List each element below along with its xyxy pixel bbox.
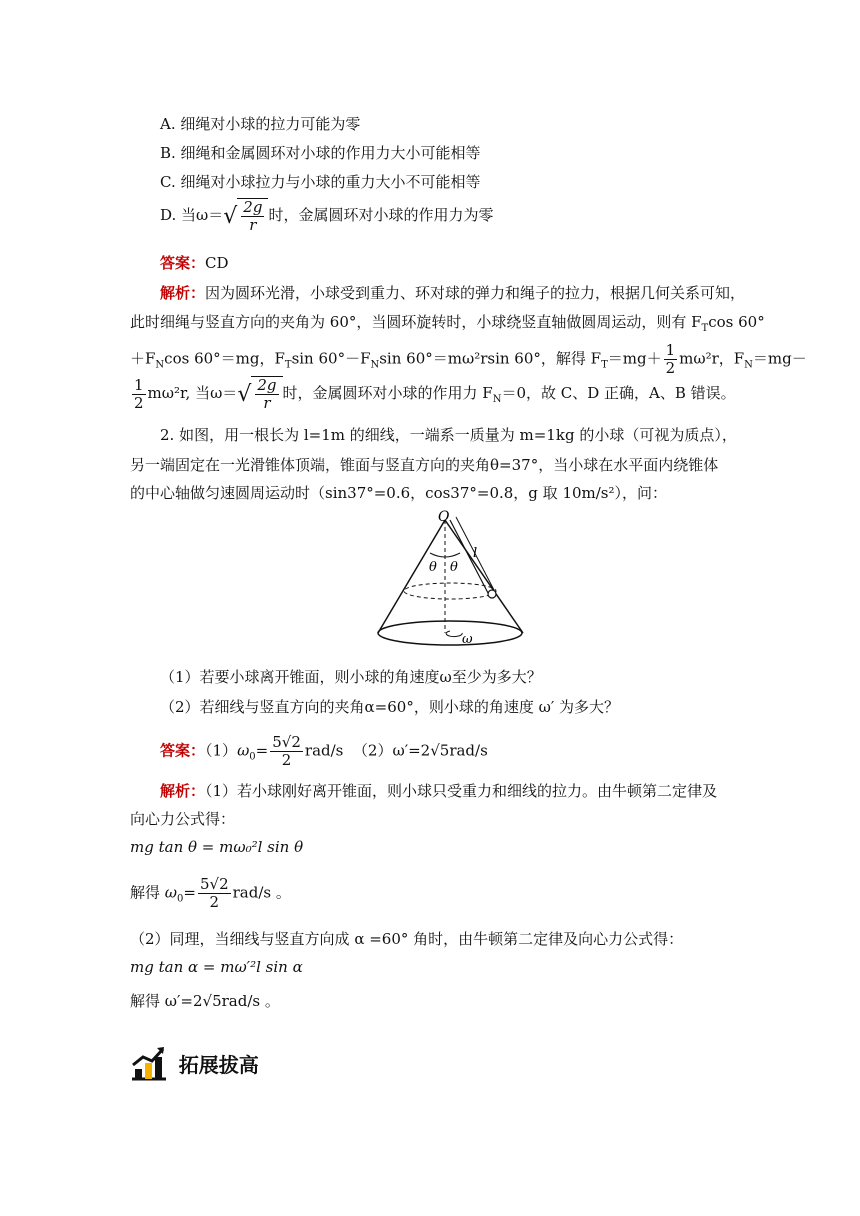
label-l: l <box>473 546 478 561</box>
question-2-line-3: 的中心轴做匀速圆周运动时（sin37°=0.6，cos37°=0.8，g 取 10m/s²），问： <box>130 484 668 502</box>
analysis-label: 解析： <box>160 284 206 302</box>
option-b: B. 细绳和金属圆环对小球的作用力大小可能相等 <box>160 144 481 162</box>
analysis-2-line-2: 向心力公式得： <box>130 810 236 828</box>
analysis-text: cos 60° <box>708 313 765 331</box>
analysis-text: ＝mg＋ <box>607 349 662 368</box>
fraction-5sqrt2-over-2: $\frac{5√2}{2}$ <box>272 733 301 769</box>
fraction-5sqrt2-over-2: $\frac{5√2}{2}$ <box>199 875 229 911</box>
analysis-1-line-1 <box>160 282 745 303</box>
analysis-text: ＝0，故 C、D 正确，A、B 错误。 <box>501 384 736 402</box>
section-title: 拓展拔高 <box>178 1052 259 1077</box>
analysis-text: 此时细绳与竖直方向的夹角为 60°，当圆环旋转时，小球绕竖直轴做圆周运动，则有 F <box>130 313 702 331</box>
question-2-line-1: 2. 如图，用一根长为 l=1m 的细线，一端系一质量为 m=1kg 的小球（可视为质点）， <box>160 426 737 444</box>
analysis-label: 解析： <box>160 782 206 800</box>
analysis-text: sin 60°＝mω²rsin 60°，解得 F <box>379 349 602 368</box>
analysis-1-line-3: $+F_N\cos$ 60°＝mg，$F_T\sin$ $60^\circ-F_N\sin$ 60°＝mω²rsin 60°，解得 $F_T=mg+$ $\frac{1}{2}$ mω²r，$F_N=mg-$ <box>130 341 807 377</box>
answer-part: （2） <box>352 741 393 760</box>
analysis-text: ＝mg－ <box>752 349 807 368</box>
option-d-suffix: 时，金属圆环对小球的作用力为零 <box>268 206 494 224</box>
option-d-prefix: D. 当ω＝ <box>160 206 224 224</box>
equation-2: mg tan α = mω′²l sin α <box>130 958 303 976</box>
trend-chart-icon <box>130 1045 168 1081</box>
answer-label: 答案： <box>160 254 206 272</box>
option-d <box>160 198 493 234</box>
answer-label: 答案： <box>160 741 206 760</box>
analysis-text: 解得 <box>130 883 161 902</box>
equation-1: mg tan θ = mω₀²l sin θ <box>130 838 304 856</box>
label-o: O <box>438 509 450 525</box>
answer-part: （1） <box>205 741 238 760</box>
question-2-sub-2: （2）若细线与竖直方向的夹角α=60°，则小球的角速度 ω′ 为多大？ <box>160 698 620 716</box>
analysis-text: 时，金属圆环对小球的作用力 F <box>282 384 493 402</box>
fraction-half: $\frac{1}{2}$ <box>665 341 676 377</box>
sqrt-2g-r: √ $\frac{2g}{r}$ <box>237 376 282 412</box>
answer-value: ω′=2√5rad/s <box>392 741 488 760</box>
question-2-line-2: 另一端固定在一光滑锥体顶端，锥面与竖直方向的夹角θ=37°，当小球在水平面内绕锥体 <box>130 456 719 474</box>
analysis-text: mω²r, 当ω＝ <box>147 384 238 402</box>
answer-2: 答案：$(1)\omega_0=$ $\frac{5√2}{2}$ rad/s （2）ω′=2√5rad/s <box>160 733 488 769</box>
analysis-2-line-3: （2）同理，当细线与竖直方向成 α =60° 角时，由牛顿第二定律及向心力公式得： <box>130 930 684 948</box>
analysis-text: cos 60°＝mg，F <box>164 349 285 368</box>
cone-figure <box>370 505 570 650</box>
option-a: A. 细绳对小球的拉力可能为零 <box>160 115 361 133</box>
solve-2: 解得 ω′=2√5rad/s 。 <box>130 992 280 1010</box>
analysis-text: ＋F <box>130 349 156 368</box>
analysis-1-line-4: $\frac{1}{2}$ mω²r, 当ω＝√ $\frac{2g}{r}$ 时，金属圆环对小球的作用力 $F_N=0$，故 C、D 正确，A、B 错误。 <box>134 375 736 412</box>
analysis-text: sin 60°－F <box>291 349 371 368</box>
option-c: C. 细绳对小球拉力与小球的重力大小不可能相等 <box>160 173 481 191</box>
sqrt-2g-r: √ $\frac{2g}{r}$ <box>223 198 268 234</box>
analysis-text: mω²r，F <box>679 349 745 368</box>
analysis-text: 因为圆环光滑，小球受到重力、环对球的弹力和绳子的拉力，根据几何关系可知， <box>205 284 746 302</box>
label-theta-left: θ <box>429 560 437 575</box>
label-omega: ω <box>462 632 473 647</box>
analysis-2-line-1 <box>160 780 717 801</box>
question-2-sub-1: （1）若要小球离开锥面，则小球的角速度ω至少为多大？ <box>160 668 542 686</box>
fraction-half: $\frac{1}{2}$ <box>134 375 144 412</box>
answer-1 <box>160 252 229 273</box>
section-header <box>130 1045 259 1081</box>
analysis-text: （1）若小球刚好离开锥面，则小球只受重力和细线的拉力。由牛顿第二定律及 <box>205 782 718 800</box>
label-theta-right: θ <box>450 560 458 575</box>
analysis-1-line-2: 此时细绳与竖直方向的夹角为 60°，当圆环旋转时，小球绕竖直轴做圆周运动，则有 $F_T\cos$ 60° <box>130 313 765 334</box>
solve-1: 解得 $\omega_0=$ $\frac{5√2}{2}$ rad/s 。 <box>130 875 291 911</box>
answer-value: CD <box>205 254 229 272</box>
